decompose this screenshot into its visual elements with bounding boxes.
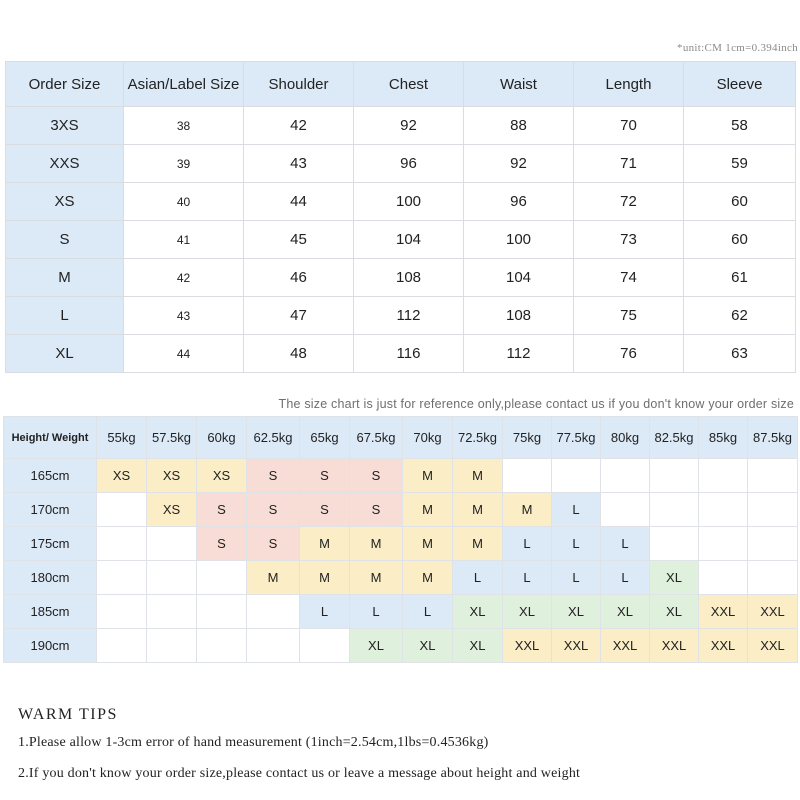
- weight-header: 57.5kg: [147, 417, 197, 459]
- order-size-cell: S: [6, 221, 124, 259]
- weight-header: 67.5kg: [350, 417, 403, 459]
- size-table-cell: 112: [464, 335, 574, 373]
- size-table-cell: 59: [684, 145, 796, 183]
- tip-item: 2.If you don't know your order size,please contact us or leave a message about height and weight: [18, 766, 581, 781]
- recommended-size-cell: S: [300, 459, 350, 493]
- recommended-size-cell: S: [247, 493, 300, 527]
- size-table-header: Asian/Label Size: [124, 62, 244, 107]
- recommended-size-cell: [699, 459, 748, 493]
- size-table-cell: 92: [464, 145, 574, 183]
- recommended-size-cell: L: [503, 561, 552, 595]
- size-table-cell: 88: [464, 107, 574, 145]
- recommended-size-cell: M: [350, 527, 403, 561]
- order-size-cell: L: [6, 297, 124, 335]
- size-table-header: Sleeve: [684, 62, 796, 107]
- size-table-cell: 42: [124, 259, 244, 297]
- weight-header: 82.5kg: [650, 417, 699, 459]
- recommended-size-cell: [650, 493, 699, 527]
- recommended-size-cell: M: [403, 493, 453, 527]
- hw-table-row: [4, 527, 798, 561]
- size-table-row: [6, 183, 796, 221]
- recommended-size-cell: [197, 629, 247, 663]
- recommended-size-cell: XL: [650, 595, 699, 629]
- recommended-size-cell: L: [601, 561, 650, 595]
- size-table-cell: 60: [684, 183, 796, 221]
- recommended-size-cell: [699, 527, 748, 561]
- size-table-cell: 41: [124, 221, 244, 259]
- size-table-cell: 70: [574, 107, 684, 145]
- recommended-size-cell: S: [197, 493, 247, 527]
- recommended-size-cell: [247, 629, 300, 663]
- recommended-size-cell: [601, 459, 650, 493]
- weight-header: 80kg: [601, 417, 650, 459]
- hw-table-row: [4, 595, 798, 629]
- weight-header: 62.5kg: [247, 417, 300, 459]
- size-table-row: [6, 335, 796, 373]
- size-table-cell: 108: [354, 259, 464, 297]
- tip-item: 1.Please allow 1-3cm error of hand measurement (1inch=2.54cm,1lbs=0.4536kg): [18, 735, 489, 750]
- size-table-row: [6, 221, 796, 259]
- recommended-size-cell: XL: [403, 629, 453, 663]
- recommended-size-cell: [650, 527, 699, 561]
- recommended-size-cell: [601, 493, 650, 527]
- recommended-size-cell: XXL: [601, 629, 650, 663]
- weight-header: 60kg: [197, 417, 247, 459]
- recommended-size-cell: M: [453, 459, 503, 493]
- recommended-size-cell: [147, 629, 197, 663]
- recommended-size-cell: S: [350, 493, 403, 527]
- recommended-size-cell: XL: [601, 595, 650, 629]
- recommended-size-cell: L: [403, 595, 453, 629]
- size-table-header: Order Size: [6, 62, 124, 107]
- recommended-size-cell: XXL: [748, 595, 798, 629]
- recommended-size-cell: XL: [453, 595, 503, 629]
- height-cell: 170cm: [4, 493, 97, 527]
- recommended-size-cell: XXL: [748, 629, 798, 663]
- order-size-cell: M: [6, 259, 124, 297]
- recommended-size-cell: [97, 561, 147, 595]
- recommended-size-cell: [147, 527, 197, 561]
- size-table-cell: 72: [574, 183, 684, 221]
- recommended-size-cell: [97, 527, 147, 561]
- size-table-cell: 112: [354, 297, 464, 335]
- height-cell: 190cm: [4, 629, 97, 663]
- size-table-cell: 63: [684, 335, 796, 373]
- recommended-size-cell: M: [453, 527, 503, 561]
- recommended-size-cell: [748, 493, 798, 527]
- hw-table-row: [4, 493, 798, 527]
- recommended-size-cell: [503, 459, 552, 493]
- size-table-cell: 104: [464, 259, 574, 297]
- recommended-size-cell: XS: [147, 493, 197, 527]
- size-table-cell: 116: [354, 335, 464, 373]
- order-size-cell: XL: [6, 335, 124, 373]
- weight-header: 70kg: [403, 417, 453, 459]
- recommended-size-cell: M: [453, 493, 503, 527]
- size-table-cell: 62: [684, 297, 796, 335]
- height-cell: 185cm: [4, 595, 97, 629]
- recommended-size-cell: M: [403, 527, 453, 561]
- size-table-cell: 61: [684, 259, 796, 297]
- size-table-cell: 43: [124, 297, 244, 335]
- recommended-size-cell: S: [350, 459, 403, 493]
- recommended-size-cell: M: [403, 561, 453, 595]
- height-weight-table: [3, 416, 798, 663]
- recommended-size-cell: M: [350, 561, 403, 595]
- size-table-cell: 71: [574, 145, 684, 183]
- recommended-size-cell: XL: [453, 629, 503, 663]
- recommended-size-cell: XL: [503, 595, 552, 629]
- recommended-size-cell: XS: [197, 459, 247, 493]
- hw-table-row: [4, 459, 798, 493]
- size-table-cell: 40: [124, 183, 244, 221]
- recommended-size-cell: M: [300, 561, 350, 595]
- weight-header: 55kg: [97, 417, 147, 459]
- height-cell: 175cm: [4, 527, 97, 561]
- recommended-size-cell: [147, 561, 197, 595]
- size-table-header: Length: [574, 62, 684, 107]
- unit-note: *unit:CM 1cm=0.394inch: [677, 42, 798, 54]
- recommended-size-cell: M: [403, 459, 453, 493]
- recommended-size-cell: [247, 595, 300, 629]
- size-table-cell: 44: [244, 183, 354, 221]
- hw-table-row: [4, 561, 798, 595]
- recommended-size-cell: [197, 561, 247, 595]
- recommended-size-cell: [97, 595, 147, 629]
- size-table-cell: 74: [574, 259, 684, 297]
- size-table-cell: 100: [354, 183, 464, 221]
- size-table-cell: 46: [244, 259, 354, 297]
- size-table-cell: 108: [464, 297, 574, 335]
- size-table-row: [6, 145, 796, 183]
- size-table-cell: 45: [244, 221, 354, 259]
- height-cell: 165cm: [4, 459, 97, 493]
- recommended-size-cell: L: [453, 561, 503, 595]
- recommended-size-cell: [699, 493, 748, 527]
- size-table-cell: 76: [574, 335, 684, 373]
- size-table-cell: 75: [574, 297, 684, 335]
- recommended-size-cell: S: [247, 459, 300, 493]
- size-table-cell: 92: [354, 107, 464, 145]
- size-table-cell: 100: [464, 221, 574, 259]
- size-measurement-table: [5, 61, 796, 373]
- order-size-cell: 3XS: [6, 107, 124, 145]
- weight-header: 65kg: [300, 417, 350, 459]
- size-table-header: Shoulder: [244, 62, 354, 107]
- hw-table-header-row: [4, 417, 798, 459]
- order-size-cell: XS: [6, 183, 124, 221]
- recommended-size-cell: S: [300, 493, 350, 527]
- recommended-size-cell: [699, 561, 748, 595]
- size-table-cell: 60: [684, 221, 796, 259]
- recommended-size-cell: L: [300, 595, 350, 629]
- recommended-size-cell: L: [601, 527, 650, 561]
- recommended-size-cell: [97, 629, 147, 663]
- recommended-size-cell: XXL: [503, 629, 552, 663]
- recommended-size-cell: L: [350, 595, 403, 629]
- size-table-cell: 39: [124, 145, 244, 183]
- weight-header: 85kg: [699, 417, 748, 459]
- size-table-header: Waist: [464, 62, 574, 107]
- recommended-size-cell: L: [552, 493, 601, 527]
- size-table-cell: 48: [244, 335, 354, 373]
- recommended-size-cell: XXL: [650, 629, 699, 663]
- hw-table-row: [4, 629, 798, 663]
- size-table-cell: 96: [464, 183, 574, 221]
- size-table-row: [6, 107, 796, 145]
- recommended-size-cell: XXL: [552, 629, 601, 663]
- size-table-header-row: [6, 62, 796, 107]
- size-table-header: Chest: [354, 62, 464, 107]
- order-size-cell: XXS: [6, 145, 124, 183]
- recommended-size-cell: [748, 459, 798, 493]
- recommended-size-cell: [147, 595, 197, 629]
- size-table-cell: 43: [244, 145, 354, 183]
- size-table-row: [6, 297, 796, 335]
- recommended-size-cell: L: [552, 527, 601, 561]
- recommended-size-cell: [748, 527, 798, 561]
- recommended-size-cell: [552, 459, 601, 493]
- size-table-cell: 104: [354, 221, 464, 259]
- recommended-size-cell: M: [503, 493, 552, 527]
- recommended-size-cell: [650, 459, 699, 493]
- recommended-size-cell: XXL: [699, 629, 748, 663]
- weight-header: 77.5kg: [552, 417, 601, 459]
- size-table-cell: 96: [354, 145, 464, 183]
- recommended-size-cell: [97, 493, 147, 527]
- size-table-cell: 47: [244, 297, 354, 335]
- size-table-cell: 73: [574, 221, 684, 259]
- weight-header: 75kg: [503, 417, 552, 459]
- warm-tips-title: WARM TIPS: [18, 706, 118, 723]
- weight-header: 72.5kg: [453, 417, 503, 459]
- recommended-size-cell: XS: [147, 459, 197, 493]
- recommended-size-cell: XL: [650, 561, 699, 595]
- reference-note: The size chart is just for reference only,please contact us if you don't know your order size: [278, 397, 794, 411]
- hw-corner-header: Height/ Weight: [4, 417, 97, 459]
- recommended-size-cell: [300, 629, 350, 663]
- size-table-row: [6, 259, 796, 297]
- recommended-size-cell: L: [552, 561, 601, 595]
- recommended-size-cell: XXL: [699, 595, 748, 629]
- recommended-size-cell: M: [247, 561, 300, 595]
- size-table-cell: 58: [684, 107, 796, 145]
- size-table-cell: 42: [244, 107, 354, 145]
- recommended-size-cell: [197, 595, 247, 629]
- recommended-size-cell: M: [300, 527, 350, 561]
- recommended-size-cell: XL: [552, 595, 601, 629]
- height-cell: 180cm: [4, 561, 97, 595]
- recommended-size-cell: [748, 561, 798, 595]
- recommended-size-cell: L: [503, 527, 552, 561]
- size-table-cell: 44: [124, 335, 244, 373]
- weight-header: 87.5kg: [748, 417, 798, 459]
- recommended-size-cell: S: [247, 527, 300, 561]
- size-table-cell: 38: [124, 107, 244, 145]
- recommended-size-cell: XS: [97, 459, 147, 493]
- recommended-size-cell: S: [197, 527, 247, 561]
- recommended-size-cell: XL: [350, 629, 403, 663]
